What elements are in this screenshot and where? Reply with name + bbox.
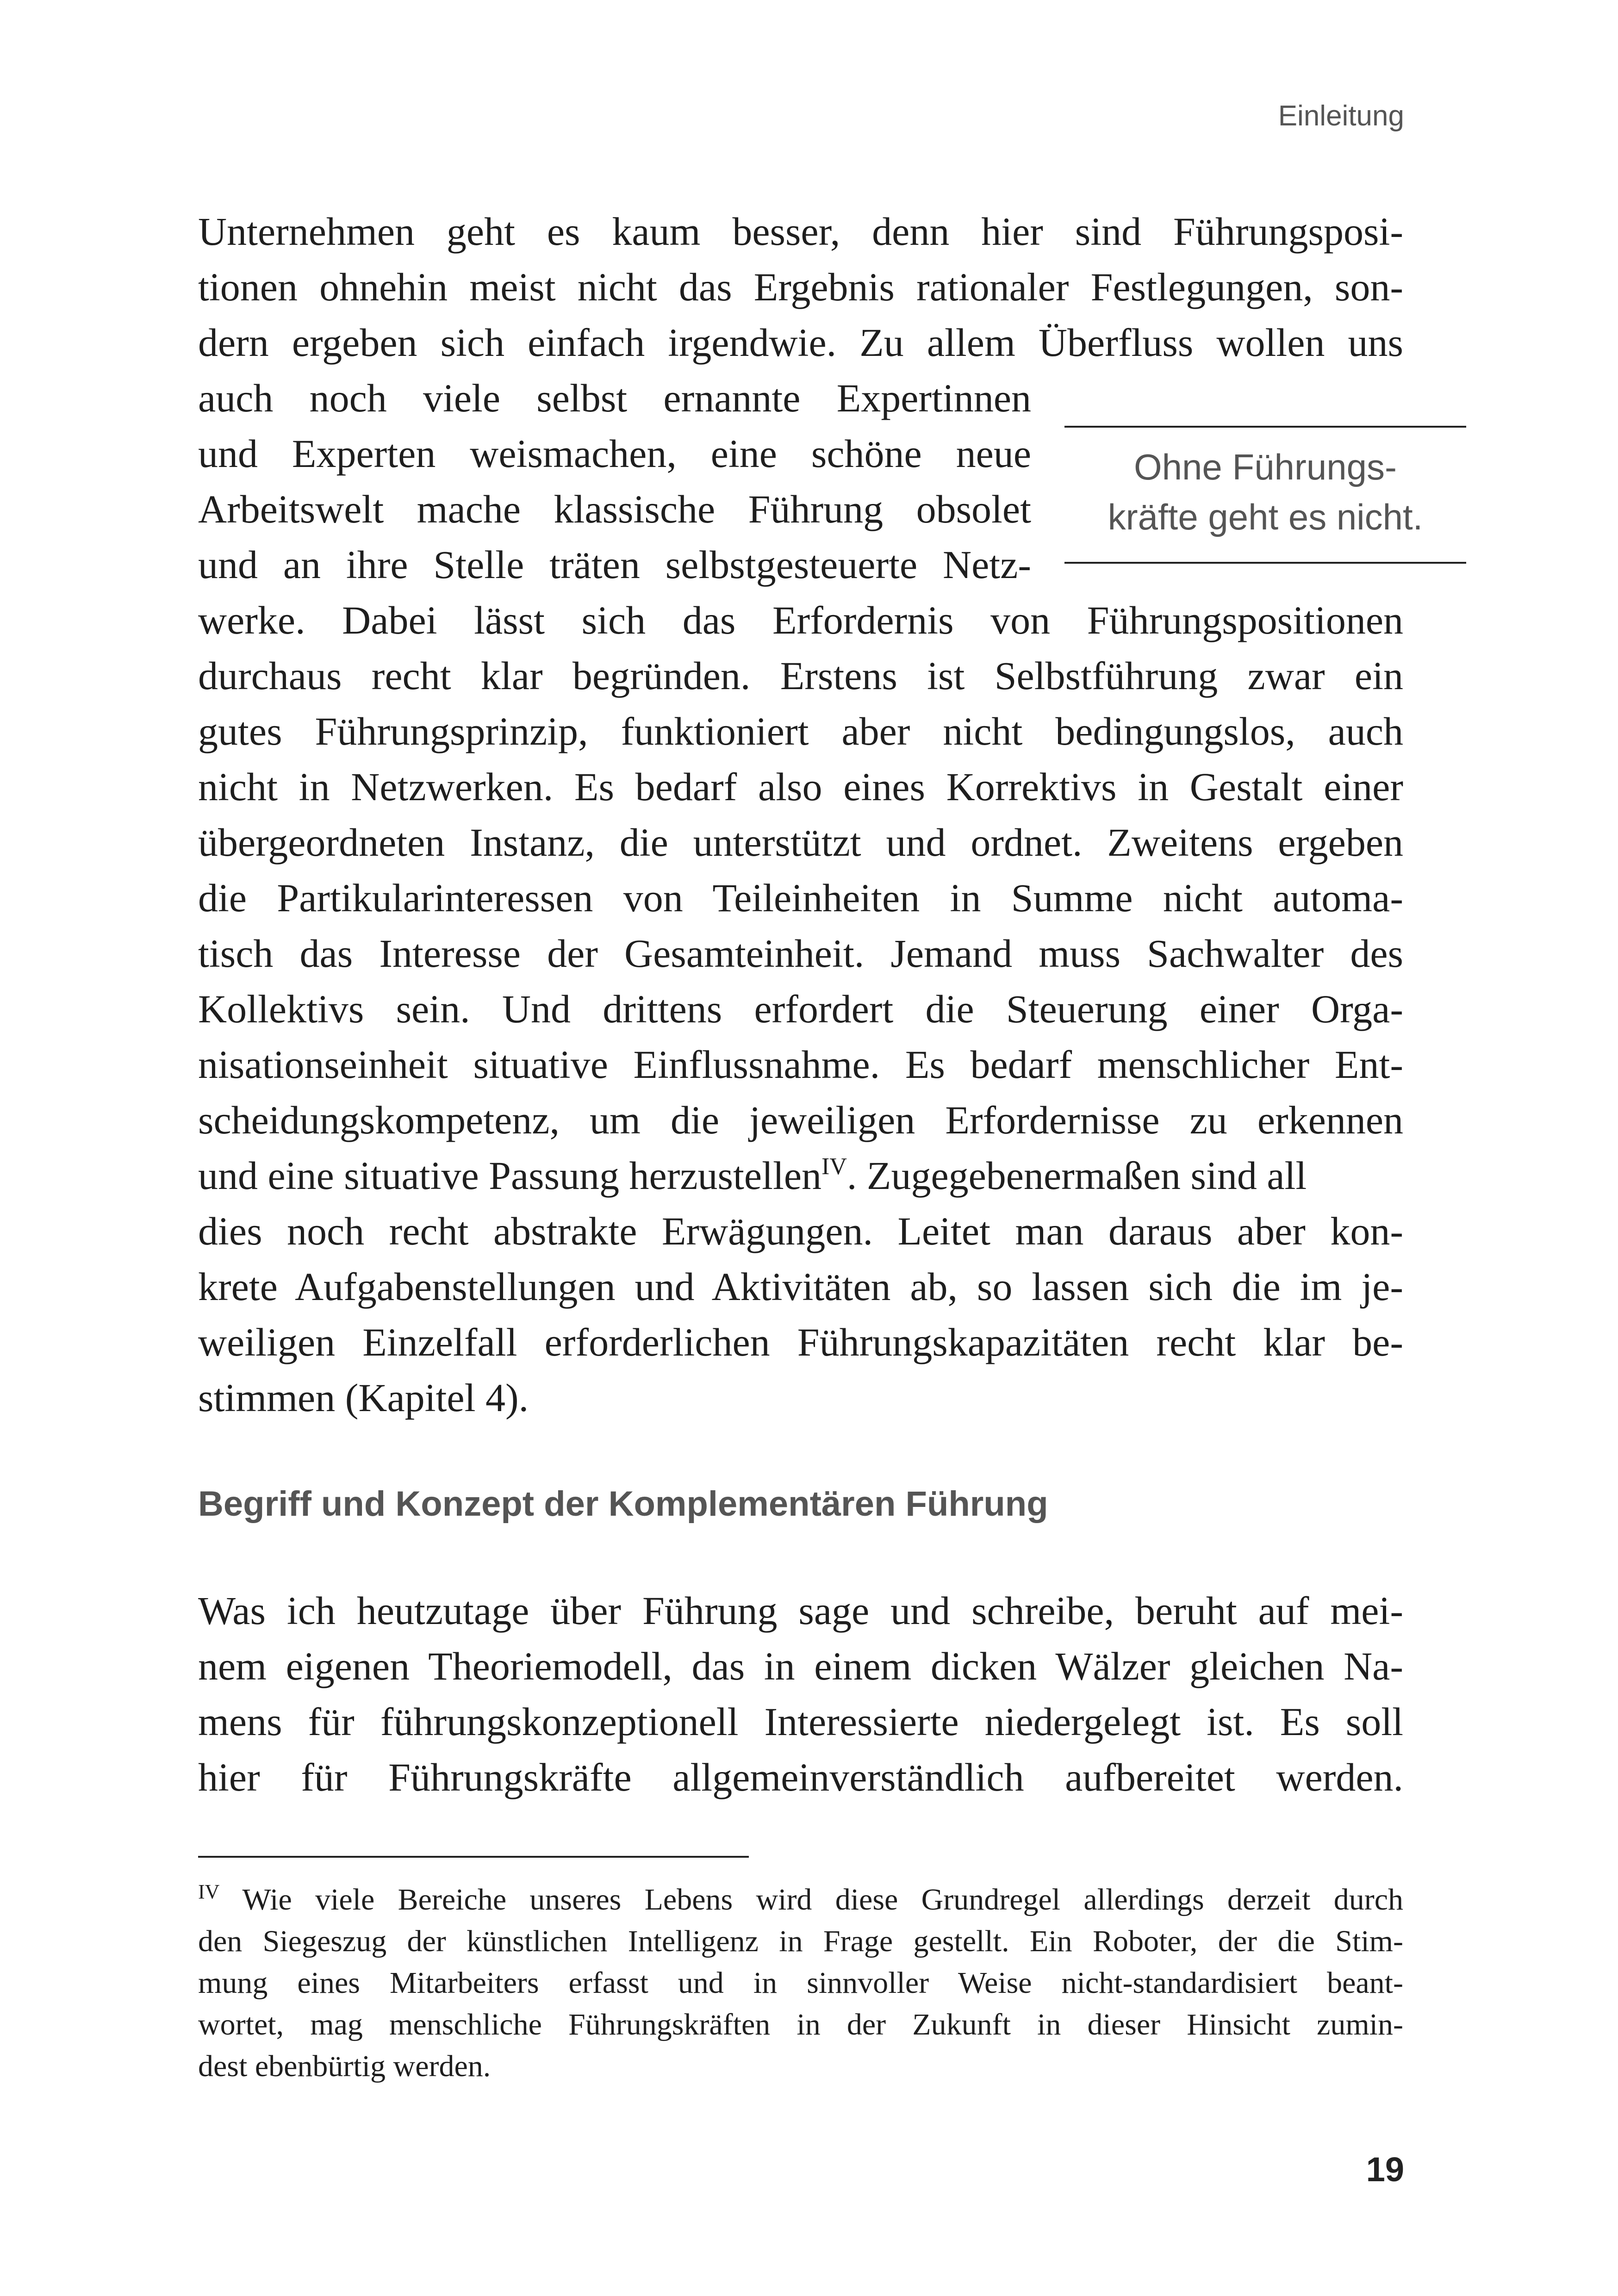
text-line: scheidungskompetenz, um die jeweiligen Erfordernisse zu erkennen — [198, 1098, 1403, 1142]
text-line: Was ich heutzutage über Führung sage und schreibe, beruht auf mei- — [198, 1588, 1403, 1633]
text-line: nem eigenen Theoriemodell, das in einem dicken Wälzer gleichen Na- — [198, 1644, 1403, 1688]
text-line: auch noch viele selbst ernannte Expertinnen — [198, 376, 1031, 420]
text-line: tisch das Interesse der Gesamteinheit. Jemand muss Sachwalter des — [198, 931, 1403, 976]
text-fragment: . Zugegebenermaßen sind all — [846, 1153, 1307, 1198]
text-line: dern ergeben sich einfach irgendwie. Zu allem Überfluss wollen uns — [198, 320, 1403, 365]
text-line: tionen ohnehin meist nicht das Ergebnis rationaler Festlegungen, son- — [198, 265, 1403, 309]
text-line: mens für führungskonzeptionell Interessierte niedergelegt ist. Es soll — [198, 1699, 1403, 1744]
text-line: und Experten weismachen, eine schöne neue — [198, 431, 1031, 476]
text-line: hier für Führungskräfte allgemeinverständlich aufbereitet werden. — [198, 1755, 1403, 1799]
text-line: übergeordneten Instanz, die unterstützt und ordnet. Zweitens ergeben — [198, 820, 1403, 865]
running-header: Einleitung — [1278, 100, 1404, 132]
footnote-line: mung eines Mitarbeiters erfasst und in sinnvoller Weise nicht-standardisiert beant- — [198, 1966, 1403, 2000]
footnote-divider — [198, 1856, 749, 1858]
text-line: durchaus recht klar begründen. Erstens ist Selbstführung zwar ein — [198, 653, 1403, 698]
text-line: die Partikularinteressen von Teileinheiten in Summe nicht automa- — [198, 876, 1403, 920]
footnote-line — [198, 1879, 1403, 1921]
footnote-text: Wie viele Bereiche unseres Lebens wird diese Grundregel allerdings derzeit durch — [219, 1883, 1403, 1916]
text-line — [198, 1148, 1403, 1203]
text-line: gutes Führungsprinzip, funktioniert aber nicht bedingungslos, auch — [198, 709, 1403, 753]
text-line: nicht in Netzwerken. Es bedarf also eines Korrektivs in Gestalt einer — [198, 765, 1403, 809]
footnote-reference[interactable]: IV — [821, 1153, 847, 1180]
text-line: Kollektivs sein. Und drittens erfordert die Steuerung einer Orga- — [198, 987, 1403, 1031]
text-line: Unternehmen geht es kaum besser, denn hier sind Führungsposi- — [198, 209, 1403, 254]
page-number: 19 — [1366, 2150, 1404, 2189]
text-fragment: und eine situative Passung herzustellen — [198, 1153, 822, 1198]
text-line: dies noch recht abstrakte Erwägungen. Leitet man daraus aber kon- — [198, 1209, 1403, 1253]
text-line: stimmen (Kapitel 4). — [198, 1375, 529, 1420]
footnote-line: den Siegeszug der künstlichen Intelligenz in Frage gestellt. Ein Roboter, der die Stim- — [198, 1924, 1403, 1958]
footnote-marker: IV — [198, 1880, 220, 1903]
text-line: weiligen Einzelfall erforderlichen Führungskapazitäten recht klar be- — [198, 1320, 1403, 1364]
footnote-line: wortet, mag menschliche Führungskräften in der Zukunft in dieser Hinsicht zumin- — [198, 2008, 1403, 2041]
text-line: nisationseinheit situative Einflussnahme. Es bedarf menschlicher Ent- — [198, 1042, 1403, 1087]
section-heading: Begriff und Konzept der Komplementären Führung — [198, 1484, 1048, 1524]
footnote-line: dest ebenbürtig werden. — [198, 2049, 491, 2083]
pull-quote-line: kräfte geht es nicht. — [1108, 497, 1423, 537]
text-line-part — [198, 1148, 1307, 1203]
pull-quote-line: Ohne Führungs- — [1134, 447, 1397, 487]
text-line: und an ihre Stelle träten selbstgesteuerte Netz- — [198, 542, 1031, 587]
text-line: Arbeitswelt mache klassische Führung obsolet — [198, 487, 1031, 531]
text-line: werke. Dabei lässt sich das Erfordernis von Führungspositionen — [198, 598, 1403, 642]
text-line: krete Aufgabenstellungen und Aktivitäten ab, so lassen sich die im je- — [198, 1264, 1403, 1309]
pull-quote — [1064, 442, 1466, 542]
